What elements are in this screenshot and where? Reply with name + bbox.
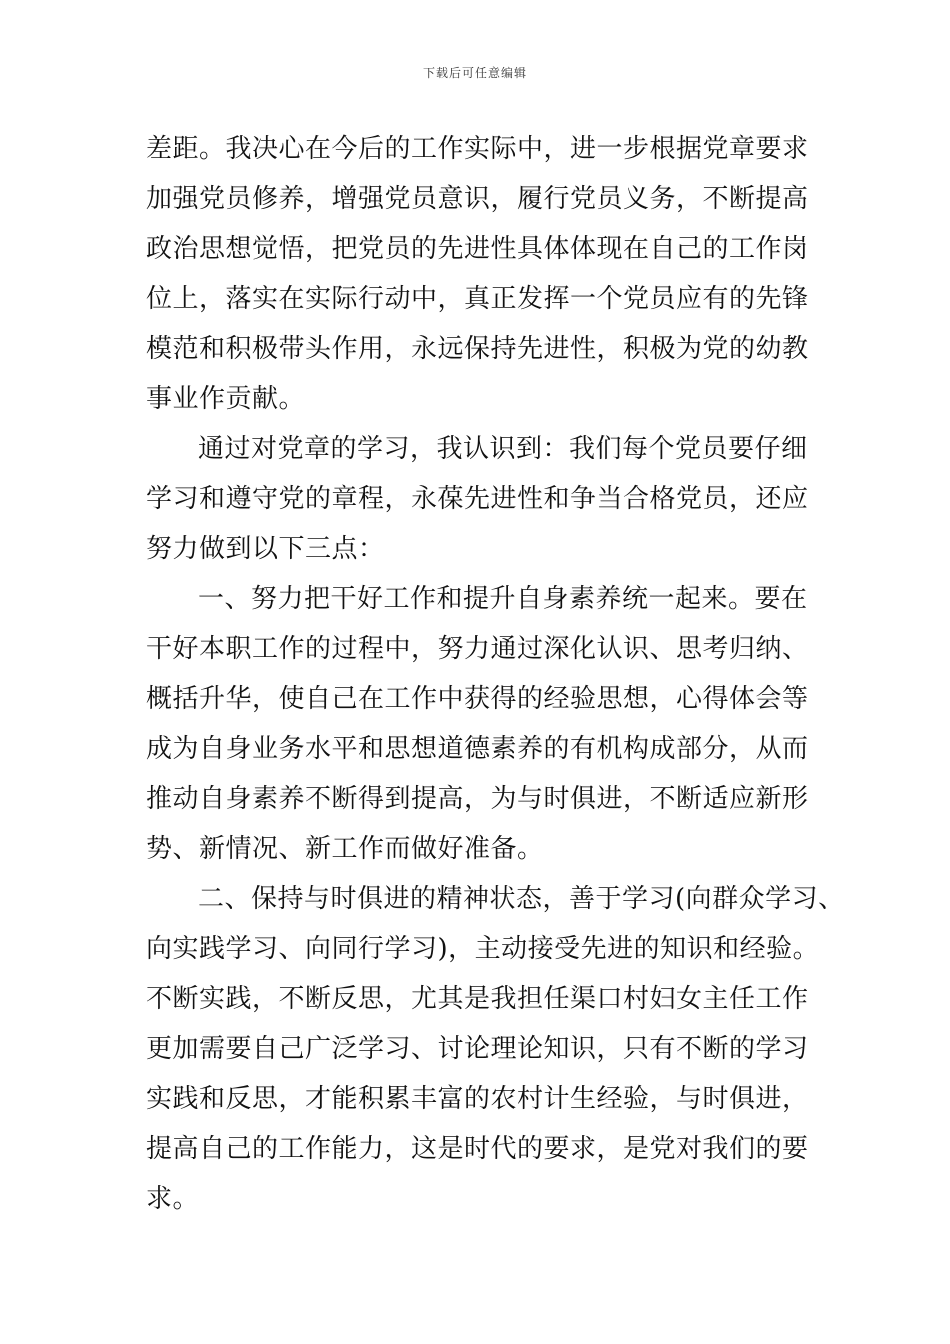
text-line: 提高自己的工作能力，这是时代的要求，是党对我们的要 bbox=[146, 1134, 809, 1164]
text-line: 学习和遵守党的章程，永葆先进性和争当合格党员，还应 bbox=[146, 484, 809, 514]
text-line: 求。 bbox=[146, 1184, 200, 1214]
text-line: 位上，落实在实际行动中，真正发挥一个党员应有的先锋 bbox=[146, 284, 809, 314]
header-note: 下载后可任意编辑 bbox=[422, 66, 527, 80]
text-line: 事业作贡献。 bbox=[146, 384, 306, 414]
text-line: 推动自身素养不断得到提高，为与时俱进，不断适应新形 bbox=[146, 784, 809, 814]
text-line: 干好本职工作的过程中，努力通过深化认识、思考归纳、 bbox=[146, 634, 809, 664]
text-line: 更加需要自己广泛学习、讨论理论知识，只有不断的学习 bbox=[146, 1034, 809, 1064]
text-line: 成为自身业务水平和思想道德素养的有机构成部分，从而 bbox=[146, 734, 809, 764]
paragraph-first-line: 通过对党章的学习，我认识到：我们每个党员要仔细 bbox=[198, 434, 808, 464]
paragraph-first-line: 二、保持与时俱进的精神状态，善于学习(向群众学习、 bbox=[198, 884, 845, 914]
text-line: 不断实践，不断反思，尤其是我担任渠口村妇女主任工作 bbox=[146, 984, 809, 1014]
text-line: 概括升华，使自己在工作中获得的经验思想，心得体会等 bbox=[146, 684, 809, 714]
text-line: 向实践学习、向同行学习)，主动接受先进的知识和经验。 bbox=[146, 934, 820, 964]
text-line: 政治思想觉悟，把党员的先进性具体体现在自己的工作岗 bbox=[146, 234, 809, 264]
text-line: 势、新情况、新工作而做好准备。 bbox=[146, 834, 544, 864]
text-line: 实践和反思，才能积累丰富的农村计生经验，与时俱进， bbox=[146, 1084, 809, 1114]
text-line: 模范和积极带头作用，永远保持先进性，积极为党的幼教 bbox=[146, 334, 809, 364]
text-line: 差距。我决心在今后的工作实际中，进一步根据党章要求 bbox=[146, 134, 809, 164]
text-line: 加强党员修养，增强党员意识，履行党员义务，不断提高 bbox=[146, 184, 809, 214]
text-line: 努力做到以下三点： bbox=[146, 534, 385, 564]
paragraph-first-line: 一、努力把干好工作和提升自身素养统一起来。要在 bbox=[198, 584, 808, 614]
